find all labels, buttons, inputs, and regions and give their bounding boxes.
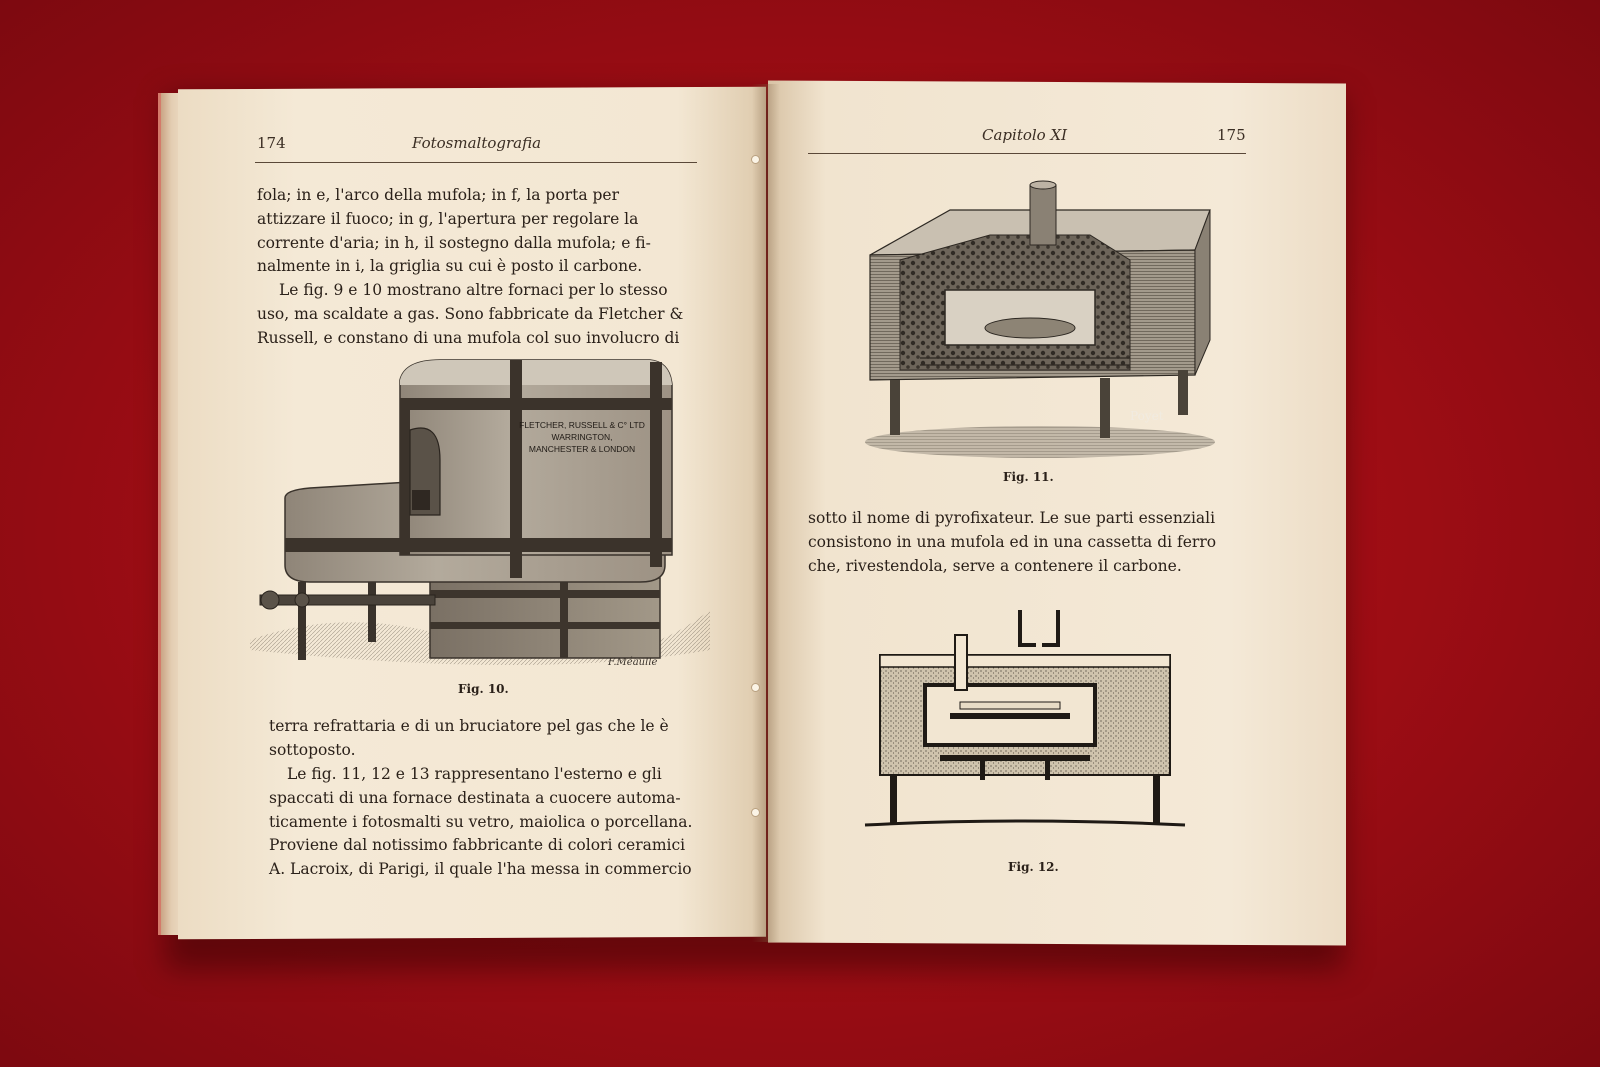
figure-12-cross-section	[860, 605, 1190, 835]
text-line: che, rivestendola, serve a contenere il carbone.	[808, 556, 1182, 575]
left-head-rule	[255, 162, 697, 163]
left-page-number: 174	[257, 134, 286, 152]
left-paragraph-1	[257, 184, 699, 279]
text-line: uso, ma scaldate a gas. Sono fabbricate da Fletcher &	[257, 304, 684, 323]
text-line: fola; in e, l'arco della mufola; in f, la porta per	[257, 186, 619, 204]
left-paragraph-4	[269, 763, 701, 882]
figure-12-caption: Fig. 12.	[1008, 860, 1059, 874]
engraver-mark: F.Méaulle	[608, 657, 658, 668]
furnace-label-line: WARRINGTON,	[551, 432, 613, 442]
figure-11-caption: Fig. 11.	[1003, 470, 1054, 484]
text-line: sottoposto.	[269, 740, 356, 759]
text-line: Proviene dal notissimo fabbricante di colori ceramici	[269, 836, 686, 855]
text-line: spaccati di una fornace destinata a cuocere automa-	[269, 788, 681, 807]
engraver-signature: Poyet	[1130, 409, 1164, 423]
text-line: sotto il nome di pyrofixateur. Le sue parti essenziali	[808, 509, 1216, 527]
right-running-title: Capitolo XI	[982, 126, 1068, 144]
binding-stitch	[751, 155, 760, 164]
left-running-title: Fotosmaltografia	[412, 134, 542, 152]
text-line: Le fig. 11, 12 e 13 rappresentano l'esterno e gli	[287, 765, 662, 783]
figure-10-caption: Fig. 10.	[458, 682, 509, 696]
furnace-label-line: MANCHESTER & LONDON	[528, 444, 636, 454]
text-line: attizzare il fuoco; in g, l'apertura per regolare la	[257, 209, 639, 228]
furnace-label-line: FLETCHER, RUSSELL & C° LTD	[519, 420, 645, 430]
text-line: nalmente in i, la griglia su cui è posto il carbone.	[257, 257, 643, 276]
text-line: Le fig. 9 e 10 mostrano altre fornaci per lo stesso	[279, 281, 668, 299]
left-paragraph-2	[257, 279, 699, 350]
right-head-rule	[808, 153, 1246, 154]
right-page-number: 175	[1217, 126, 1246, 144]
text-line: consistono in una mufola ed in una cassetta di ferro	[808, 532, 1217, 551]
text-line: ticamente i fotosmalti su vetro, maiolica o porcellana.	[269, 812, 693, 831]
text-line: Russell, e constano di una mufola col suo involucro di	[257, 328, 680, 347]
binding-stitch	[751, 683, 760, 692]
figure-11-cutaway-furnace	[860, 180, 1220, 460]
binding-stitch	[751, 808, 760, 817]
text-line: A. Lacroix, di Parigi, il quale l'ha messa in commercio	[269, 860, 692, 879]
text-line: corrente d'aria; in h, il sostegno dalla mufola; e fi-	[257, 233, 651, 252]
left-paragraph-3	[269, 715, 701, 763]
right-paragraph-1	[808, 507, 1248, 578]
text-line: terra refrattaria e di un bruciatore pel gas che le è	[269, 717, 669, 735]
figure-10-gas-furnace	[240, 350, 720, 680]
